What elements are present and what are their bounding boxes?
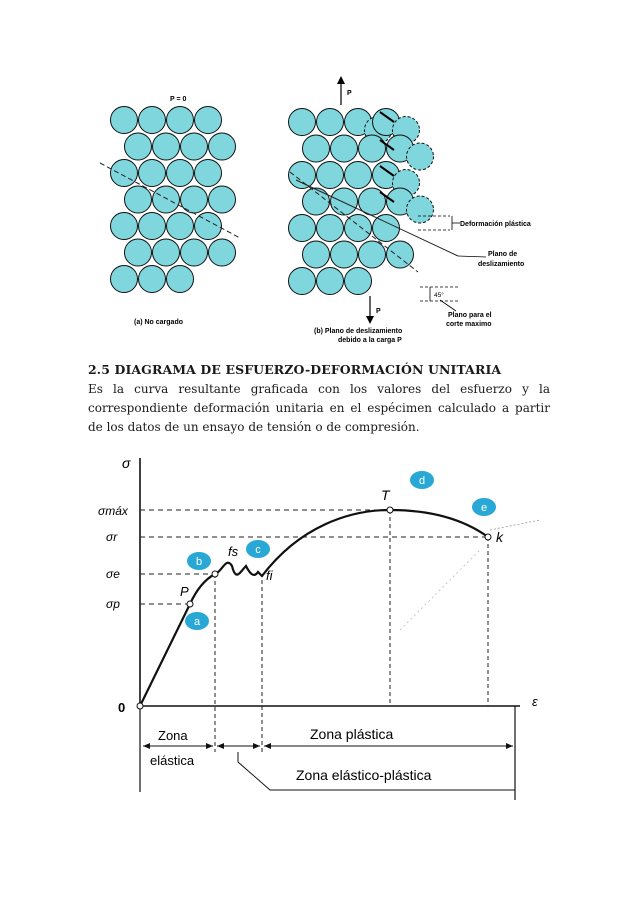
atom-circle xyxy=(373,215,400,242)
atom-circle xyxy=(317,268,344,295)
atom-circle xyxy=(195,213,222,240)
atom-circle xyxy=(345,268,372,295)
atom-circle xyxy=(289,215,316,242)
p-bottom-label: P xyxy=(376,308,381,315)
x-axis-symbol: ε xyxy=(532,694,538,709)
atom-circle xyxy=(195,107,222,134)
atom-circle xyxy=(317,215,344,242)
badge-c xyxy=(246,540,270,558)
atom-circle xyxy=(345,215,372,242)
atom-circle xyxy=(139,266,166,293)
svg-text:a: a xyxy=(193,616,201,628)
atom-circle xyxy=(345,162,372,189)
atom-circle xyxy=(317,162,344,189)
arrowhead-p-top xyxy=(337,76,345,84)
deformacion-label: Deformación plástica xyxy=(460,221,531,228)
atom-circle xyxy=(167,107,194,134)
point-t-label: T xyxy=(381,487,390,503)
atom-circle xyxy=(125,133,152,160)
atom-circle xyxy=(359,241,386,268)
corte-label-1: Plano para el xyxy=(448,312,492,319)
atom-circle xyxy=(407,196,434,223)
atom-circle xyxy=(209,186,236,213)
zona-label: Zona xyxy=(158,728,188,743)
atom-circle xyxy=(387,241,414,268)
point-k xyxy=(485,534,491,540)
point-origin xyxy=(137,703,143,709)
stress-strain-diagram xyxy=(0,440,638,860)
atom-circle xyxy=(139,213,166,240)
badge-e xyxy=(472,498,496,516)
atom-circle xyxy=(407,143,434,170)
atom-circle xyxy=(289,109,316,136)
atom-circle xyxy=(331,188,358,215)
angle-label: 45° xyxy=(434,292,444,299)
badge-d xyxy=(410,471,434,489)
atom-circle xyxy=(125,186,152,213)
atom-circle xyxy=(111,160,138,187)
atom-circle xyxy=(317,109,344,136)
stress-strain-curve xyxy=(140,510,488,706)
atom-circle xyxy=(153,133,180,160)
svg-text:c: c xyxy=(255,544,261,556)
atom-circle xyxy=(181,186,208,213)
atom-circle xyxy=(331,135,358,162)
atom-circle xyxy=(167,266,194,293)
plano-label-2: deslizamiento xyxy=(478,261,525,268)
atom-circle xyxy=(209,239,236,266)
atom-circle xyxy=(195,160,222,187)
caption-b-1: (b) Plano de deslizamiento xyxy=(314,328,403,335)
atom-circle xyxy=(303,135,330,162)
y-axis-symbol: σ xyxy=(122,455,131,471)
atom-circle xyxy=(139,160,166,187)
point-fs-label: fs xyxy=(228,544,239,559)
atom-circle xyxy=(209,133,236,160)
atom-circle xyxy=(331,241,358,268)
atom-lattice-unloaded xyxy=(111,107,236,293)
elastica-label: elástica xyxy=(150,753,195,768)
slip-plane-figure xyxy=(0,0,638,360)
p-zero-label: P = 0 xyxy=(170,96,187,103)
atom-circle xyxy=(153,239,180,266)
section-paragraph: Es la curva resultante graficada con los valores del esfuerzo y la correspondiente deformación unitaria en el espécimen calculado a partir de los datos de un ensayo de tensión o de compresión. xyxy=(88,382,550,434)
atom-circle xyxy=(111,213,138,240)
corte-label-2: corte maximo xyxy=(446,321,492,328)
zona-elastico-plastica-label: Zona elástico-plástica xyxy=(296,767,432,783)
point-p xyxy=(187,601,193,607)
origin-label: 0 xyxy=(118,700,126,715)
section-block xyxy=(88,362,550,437)
point-t xyxy=(387,507,393,513)
atom-circle xyxy=(289,162,316,189)
atom-circle xyxy=(289,268,316,295)
atom-circle xyxy=(139,107,166,134)
p-top-label: P xyxy=(347,90,352,97)
sigma-max-label: σmáx xyxy=(98,504,128,518)
plano-label-1: Plano de xyxy=(488,251,518,258)
svg-text:b: b xyxy=(195,556,203,568)
svg-text:e: e xyxy=(480,502,488,514)
atom-circle xyxy=(359,135,386,162)
zona-plastica-label: Zona plástica xyxy=(310,726,394,742)
caption-a: (a) No cargado xyxy=(134,319,184,326)
atom-circle xyxy=(167,213,194,240)
atom-circle xyxy=(303,241,330,268)
atom-circle xyxy=(111,107,138,134)
atom-circle xyxy=(111,266,138,293)
atom-circle xyxy=(125,239,152,266)
sigma-e-label: σe xyxy=(106,567,120,581)
point-p-label: P xyxy=(180,584,189,599)
atom-circle xyxy=(167,160,194,187)
badge-a xyxy=(185,612,209,630)
point-e xyxy=(212,571,218,577)
arrowhead-p-bottom xyxy=(366,316,374,324)
sigma-r-label: σr xyxy=(106,530,118,544)
point-fi-label: fi xyxy=(266,568,273,583)
caption-b-2: debido a la carga P xyxy=(338,337,402,344)
atom-circle xyxy=(181,239,208,266)
section-heading: 2.5 DIAGRAMA DE ESFUERZO-DEFORMACIÓN UNITARIA xyxy=(88,362,502,377)
atom-circle xyxy=(181,133,208,160)
badge-b xyxy=(187,552,211,570)
svg-text:d: d xyxy=(418,475,426,487)
sigma-p-label: σp xyxy=(106,597,120,611)
point-k-label: k xyxy=(496,529,503,545)
atom-circle xyxy=(153,186,180,213)
